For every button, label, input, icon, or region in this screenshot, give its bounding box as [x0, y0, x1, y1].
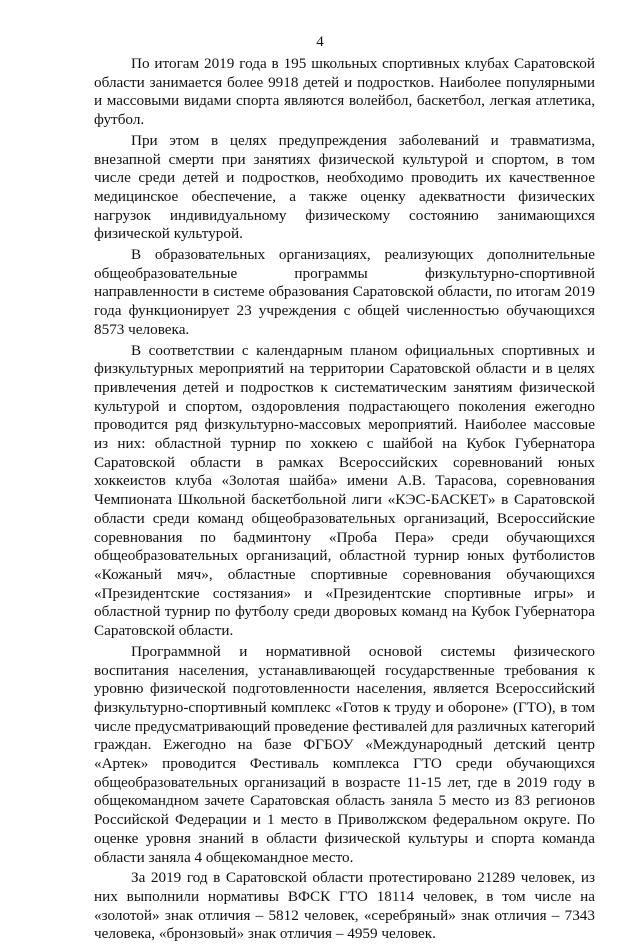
paragraph-educational-organizations: В образовательных организациях, реализующих дополнительные общеобразовательные программы физкультурно-спортивной направленности в системе образования Саратовской области, по итогам 2019 года функционирует 23 учреждения с общей численностью обучающихся 8573 человека. — [94, 246, 595, 338]
paragraph-sports-events: В соответствии с календарным планом официальных спортивных и физкультурных мероприятий на территории Саратовской области и в целях привлечения детей и подростков к систематическим занятиям физической культурой и спортом, оздоровления подрастающего поколения ежегодно проводится ряд физкультурно-массовых мероприятий. Наиболее массовые из них: областной турнир по хоккею с шайбой на Кубок Губернатора Саратовской области в рамках Всероссийских соревнований юных хоккеистов клуба «Золотая шайба» имени А.В. Тарасова, соревнования Чемпионата Школьной баскетбольной лиги «КЭС-БАСКЕТ» в Саратовской области среди команд общеобразовательных организаций, Всероссийские соревнования по бадминтону «Проба Пера» среди обучающихся общеобразовательных организаций, областной турнир юных футболистов «Кожаный мяч», областные спортивные соревнования обучающихся «Президентские состязания» и «Президентские спортивные игры» и областной турнир по футболу среди дворовых команд на Кубок Губернатора Саратовской области. — [94, 341, 595, 640]
paragraph-gto-testing-results: За 2019 год в Саратовской области протестировано 21289 человек, из них выполнили нормативы ВФСК ГТО 18114 человек, в том числе на «золотой» знак отличия – 5812 человек, «серебряный» знак отличия – 7343 человека, «бронзовый» знак отличия – 4959 человек. — [94, 869, 595, 943]
paragraph-medical-support: При этом в целях предупреждения заболеваний и травматизма, внезапной смерти при занятиях физической культурой и спортом, в том числе среди детей и подростков, необходимо проводить их качественное медицинское обеспечение, а также оценку адекватности физических нагрузок индивидуальному физическому состоянию занимающихся физической культурой. — [94, 131, 595, 243]
paragraph-school-sports-clubs: По итогам 2019 года в 195 школьных спортивных клубах Саратовской области занимается более 9918 детей и подростков. Наиболее популярными и массовыми видами спорта являются волейбол, баскетбол, легкая атлетика, футбол. — [94, 55, 595, 129]
paragraph-gto-complex: Программной и нормативной основой системы физического воспитания населения, устанавливающей государственные требования к уровню физической подготовленности населения, является Всероссийский физкультурно-спортивный комплекс «Готов к труду и обороне» (ГТО), в том числе предусматривающий проведение фестивалей для различных категорий граждан. Ежегодно на базе ФГБОУ «Международный детский центр «Артек» проводится Фестиваль комплекса ГТО среди обучающихся общеобразовательных организаций в возрасте 11-15 лет, где в 2019 году в общекомандном зачете Саратовская область заняла 5 место из 83 регионов Российской Федерации и 1 место в Приволжском федеральном округе. По оценке уровня знаний в области физической культуры и спорта команда области заняла 4 общекомандное место. — [94, 642, 595, 866]
document-body — [94, 55, 595, 944]
page-number: 4 — [316, 34, 324, 50]
